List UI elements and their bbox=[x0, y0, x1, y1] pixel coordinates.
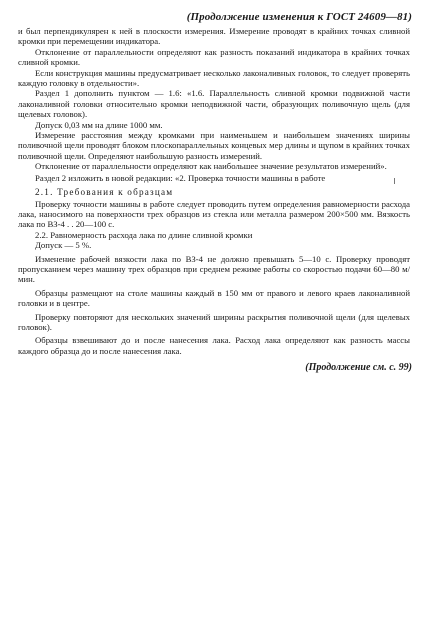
section-heading-2-1: 2.1. Требования к образцам bbox=[35, 186, 174, 197]
paragraph-14: Образцы размещают на столе машины каждый в 150 мм от правого и левого краев лаконаливной головки и в центре. bbox=[18, 287, 410, 309]
document-body bbox=[18, 26, 410, 356]
paragraph-16: Образцы взвешивают до и после нанесения лака. Расход лака определяют как разность массы каждого образца до и после нанесения лака. bbox=[18, 335, 410, 356]
paragraph-15: Проверку повторяют для нескольких значений ширины раскрытия поливочной щели (для щелевых головок). bbox=[18, 311, 410, 332]
paragraph-2: Отклонение от параллельности определяют как разность показаний индикатора в крайних точках сливной кромки. bbox=[18, 46, 410, 68]
paragraph-10: Проверку точности машины в работе следует проводить путем определения равномерности расхода лака, наносимого на поверхности трех образцов из стекла или металла размером 200×500 мм. Вязкость лака по ВЗ-4 . . 20—100 с. bbox=[18, 198, 410, 230]
paragraph-13: Изменение рабочей вязкости лака по ВЗ-4 не должно превышать 5—10 с. Проверку проводят пропусканием через машину трех образцов при среднем режиме работы со скоростью подачи 60—80 м/мин. bbox=[18, 253, 410, 285]
paragraph-7: Отклонение от параллельности определяют как наибольшее значение результатов измерений». bbox=[35, 161, 387, 172]
tolerance-line: Допуск — 5 %. bbox=[35, 240, 92, 251]
paragraph-3: Если конструкция машины предусматривает несколько лаконаливных головок, то следует проверять каждую головку в отдельности». bbox=[18, 67, 410, 89]
paragraph-6: Измерение расстояния между кромками при наименьшем и наибольшем значениях ширины поливочной щели проводят блоком плоскопараллельных концевых мер длины и щупом в крайних точках поливочной щели. Определяют наибольшую разность измерений. bbox=[18, 130, 410, 161]
paragraph-8: Раздел 2 изложить в новой редакции: «2. Проверка точности машины в работе bbox=[35, 173, 326, 184]
section-heading-2-2: 2.2. Равномерность расхода лака по длине сливной кромки bbox=[35, 229, 253, 240]
page-header: (Продолжение изменения к ГОСТ 24609—81) bbox=[186, 11, 412, 23]
paragraph-1: и был перпендикулярен к ней в плоскости измерения. Измерение проводят в крайних точках сливной кромки при перемещении индикатора. bbox=[18, 26, 410, 47]
paragraph-5: Допуск 0,03 мм на длине 1000 мм. bbox=[35, 119, 163, 130]
paragraph-4: Раздел 1 дополнить пунктом — 1.6: «1.6. Параллельность сливной кромки подвижной части лаконаливной головки относительно кромки неподвижной части, образующих поливочную щель (для щелевых головок). bbox=[18, 88, 410, 120]
page-footer: (Продолжение см. с. 99) bbox=[305, 362, 412, 373]
margin-mark bbox=[394, 178, 395, 184]
